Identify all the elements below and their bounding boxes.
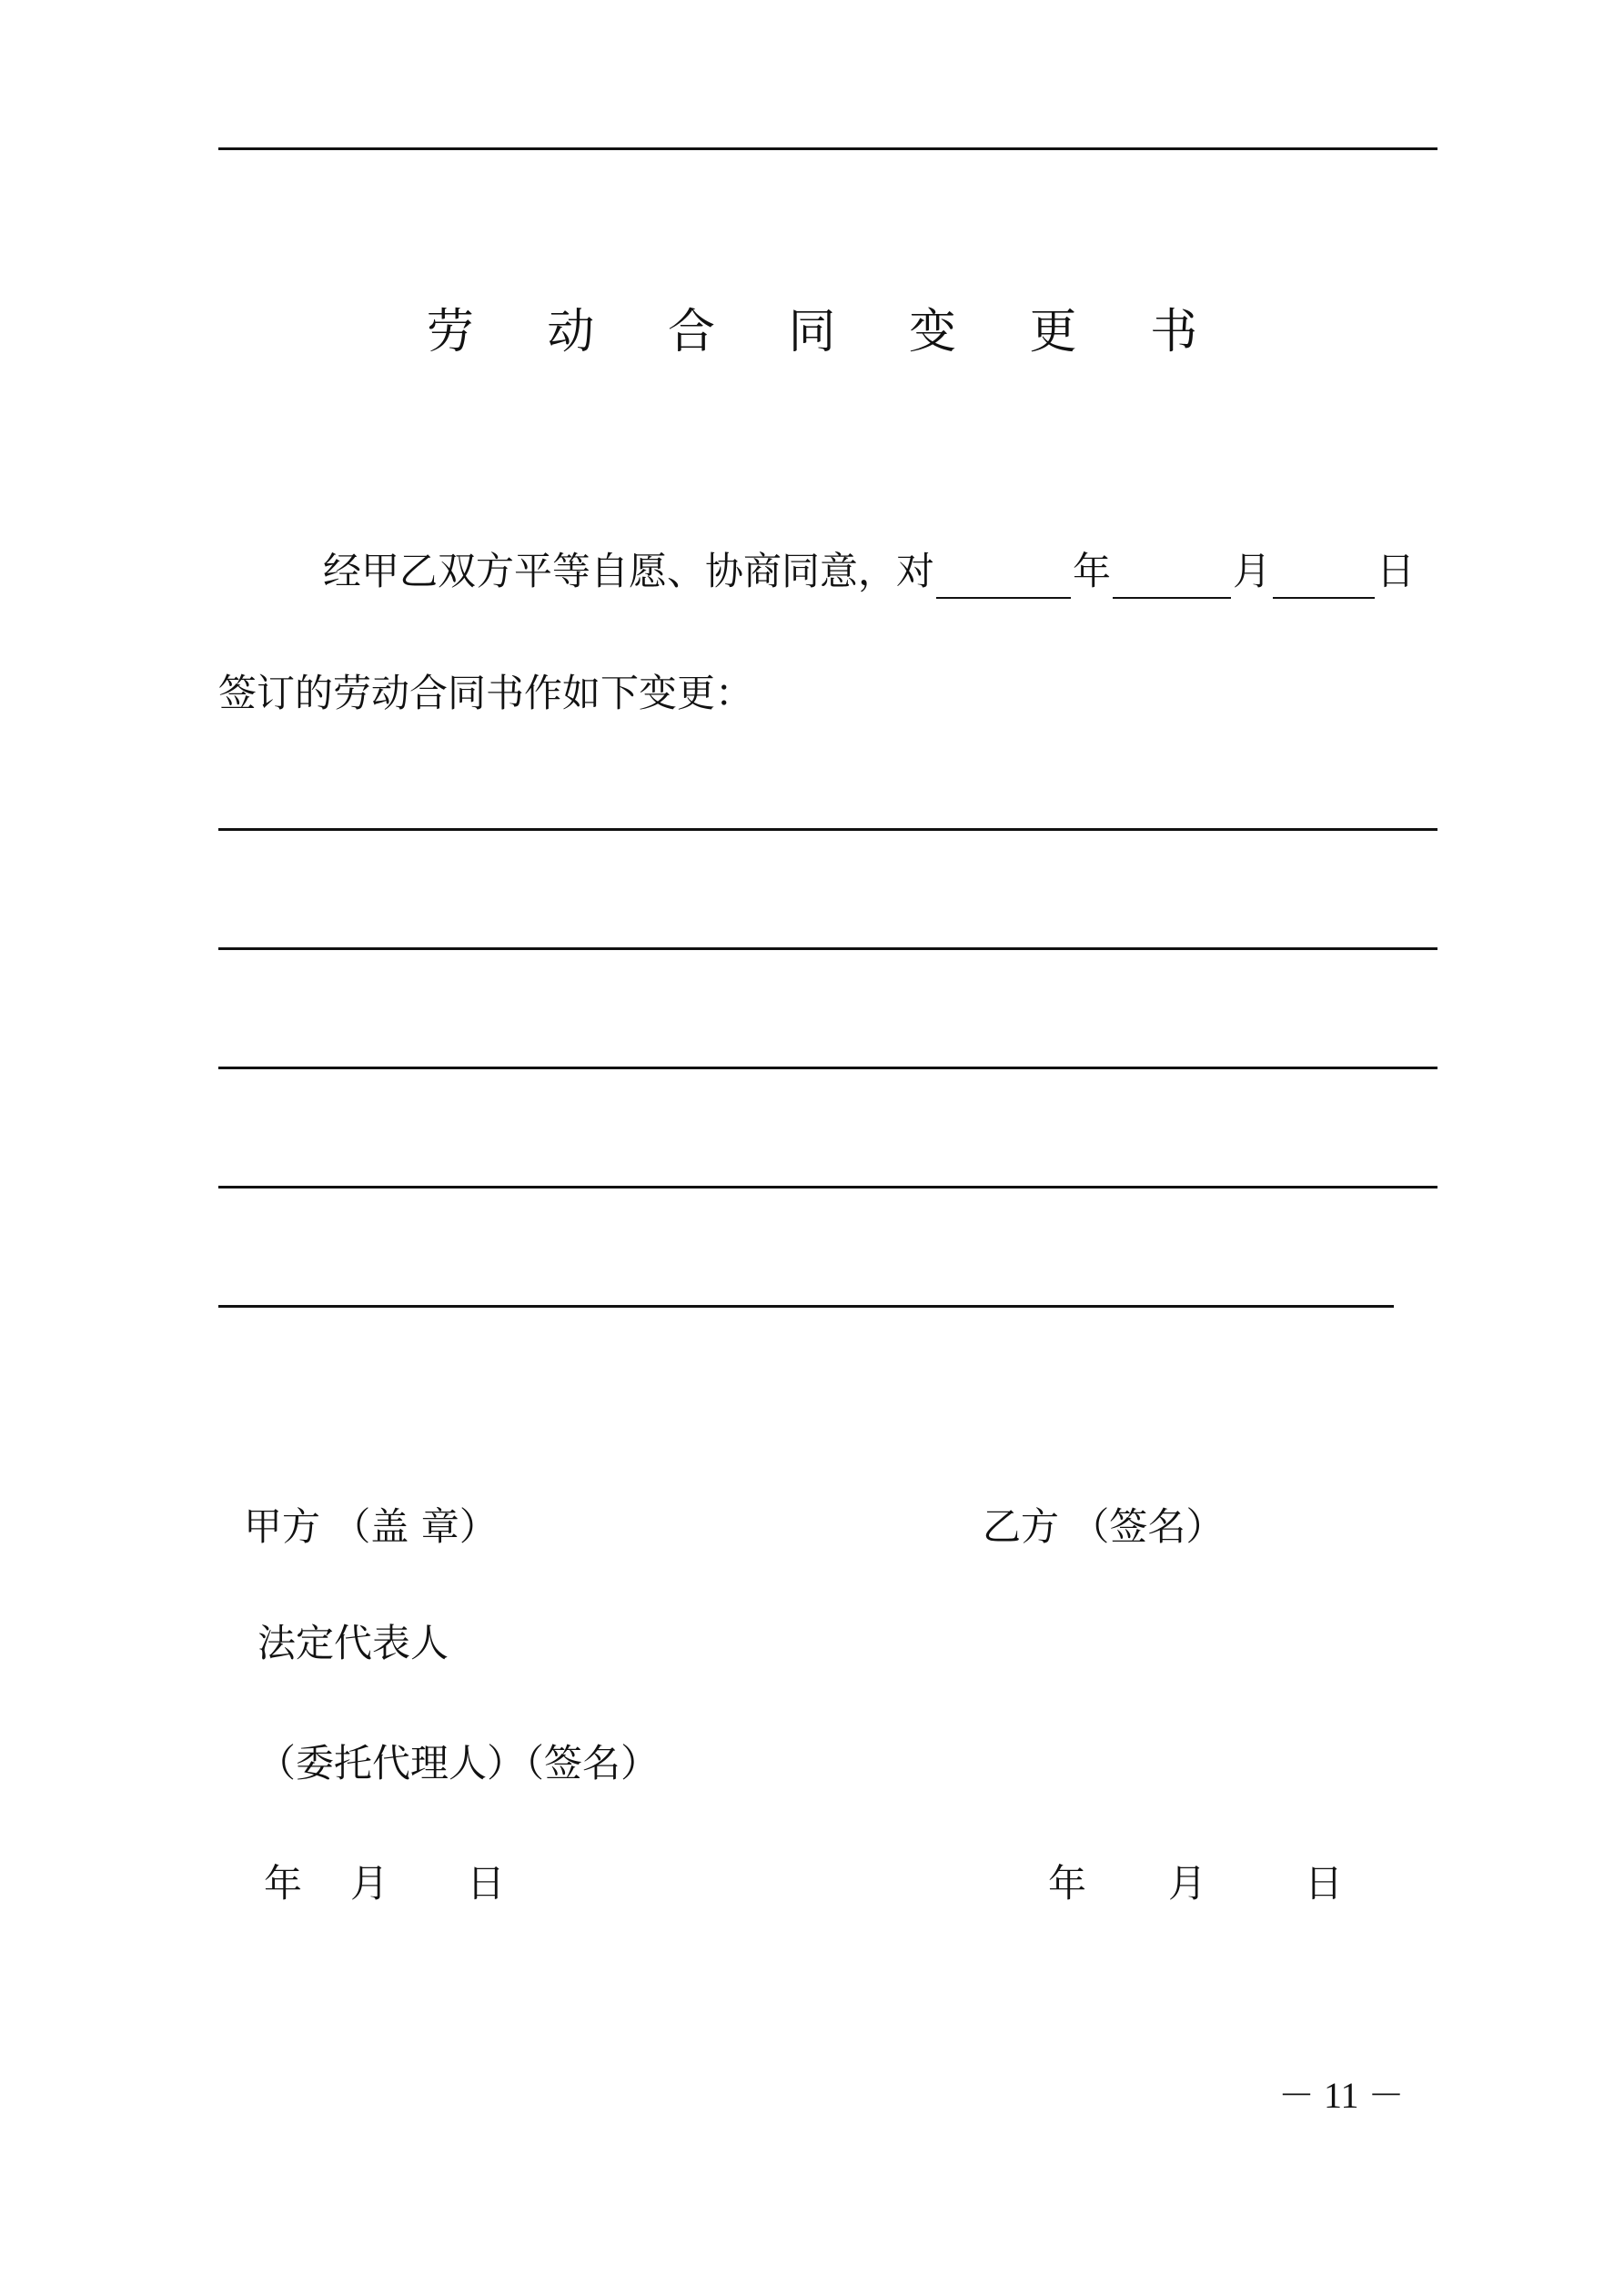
month-blank[interactable] bbox=[1113, 557, 1231, 599]
party-a-seal-label: 甲方 （盖 章） bbox=[244, 1504, 498, 1549]
change-entry-line[interactable] bbox=[218, 1305, 1394, 1308]
party-b-date-day: 日 bbox=[1305, 1861, 1344, 1906]
month-label: 月 bbox=[1233, 549, 1272, 593]
year-label: 年 bbox=[1073, 549, 1112, 593]
year-blank[interactable] bbox=[936, 557, 1071, 599]
party-a-date-day: 日 bbox=[467, 1861, 506, 1906]
party-b-date-year: 年 bbox=[1048, 1861, 1087, 1906]
party-a-date-month: 月 bbox=[350, 1861, 389, 1906]
change-entry-line[interactable] bbox=[218, 947, 1437, 950]
page-number: － 11 － bbox=[1278, 2075, 1405, 2116]
party-b-date-month: 月 bbox=[1168, 1861, 1207, 1906]
change-entry-line[interactable] bbox=[218, 828, 1437, 831]
party-a-date-year: 年 bbox=[264, 1861, 303, 1906]
legal-representative-label: 法定代表人 bbox=[257, 1621, 449, 1665]
day-blank[interactable] bbox=[1273, 557, 1375, 599]
change-entry-line[interactable] bbox=[218, 1186, 1437, 1188]
intro-line bbox=[218, 544, 1437, 599]
change-entry-line[interactable] bbox=[218, 1067, 1437, 1069]
intro-continuation: 签订的劳动合同书作如下变更： bbox=[218, 671, 754, 715]
party-b-signature-label: 乙方 （签名） bbox=[983, 1504, 1225, 1549]
authorized-agent-label: （委托代理人）（签名） bbox=[257, 1741, 660, 1785]
document-title: 劳 动 合 同 变 更 书 bbox=[426, 305, 1227, 359]
header-rule bbox=[218, 147, 1437, 150]
party-b-date bbox=[1048, 1856, 1343, 1911]
intro-text: 经甲乙双方平等自愿、协商同意，对 bbox=[323, 549, 935, 593]
day-label: 日 bbox=[1377, 549, 1416, 593]
party-a-date bbox=[264, 1856, 505, 1911]
